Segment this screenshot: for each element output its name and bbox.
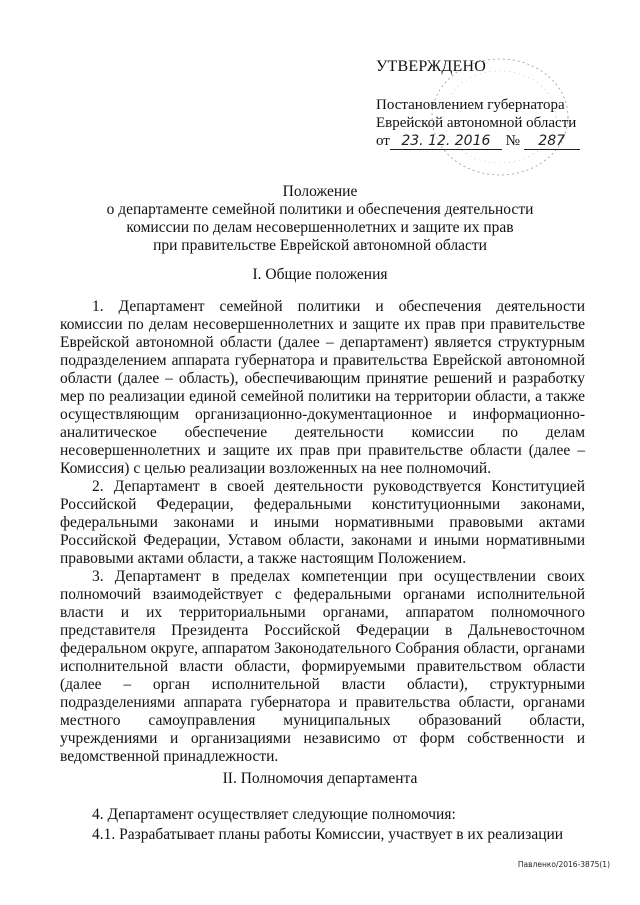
document-title: Положение	[282, 183, 358, 200]
paragraph-1: 1. Департамент семейной политики и обеспечения деятельности комиссии по делам несовершеннолетних и защите их прав при правительстве Еврейской автономной области (далее – департамент) является структурным подразделением аппарата губернатора и правительства Еврейской автономной области (далее – область), обеспечивающим принятие решений и разработку мер по реализации единой семейной политики на территории области, а также осуществляющим организационно-документационное и информационно-аналитическое обеспечение деятельности комиссии по делам несовершеннолетних и защите их прав при правительстве области (далее – Комиссия) с целью реализации возложенных на нее полномочий.	[60, 298, 585, 477]
handwritten-date: 23. 12. 2016	[390, 134, 502, 150]
approval-line-1: Постановлением губернатора	[376, 97, 565, 113]
date-prefix: от	[376, 133, 390, 149]
document-subtitle-line-1: о департаменте семейной политики и обеспечения деятельности	[106, 201, 534, 218]
paragraph-3: 3. Департамент в пределах компетенции при осуществлении своих полномочий взаимодействует с федеральными органами исполнительной власти и их территориальными органами, аппаратом полномочного представителя Президента Российской Федерации в Дальневосточном федеральном округе, аппаратом Законодательного Собрания области, органами исполнительной власти области, формируемыми правительством области (далее – орган исполнительной власти области), структурными подразделениями аппарата губернатора и правительства области, органами местного самоуправления муниципальных образований области, учреждениями и организациями независимо от форм собственности и ведомственной принадлежности.	[60, 568, 585, 765]
handwritten-number: 287	[524, 134, 580, 150]
approval-title: УТВЕРЖДЕНО	[376, 58, 487, 75]
section-heading-1: I. Общие положения	[252, 266, 388, 283]
approval-date-line	[376, 132, 606, 150]
document-subtitle-line-3: при правительстве Еврейской автономной области	[153, 237, 487, 254]
paragraph-2: 2. Департамент в своей деятельности руководствуется Конституцией Российской Федерации, федеральными конституционными законами, федеральными законами и иными нормативными правовыми актами Российской Федерации, Уставом области, законами и иными нормативными правовыми актами области, а также настоящим Положением.	[60, 478, 585, 567]
document-subtitle-line-2: комиссии по делам несовершеннолетних и защите их прав	[126, 219, 514, 236]
number-prefix: №	[505, 133, 520, 149]
approval-line-2: Еврейской автономной области	[376, 115, 577, 131]
approval-block	[376, 58, 606, 150]
document-footer-code: Павленко/2016-3875(1)	[517, 860, 610, 869]
document-header	[60, 183, 580, 255]
paragraph-4: 4. Департамент осуществляет следующие полномочия:	[92, 806, 456, 823]
paragraph-4-1: 4.1. Разрабатывает планы работы Комиссии, участвует в их реализации	[92, 826, 564, 843]
section-heading-2: II. Полномочия департамента	[222, 770, 418, 787]
